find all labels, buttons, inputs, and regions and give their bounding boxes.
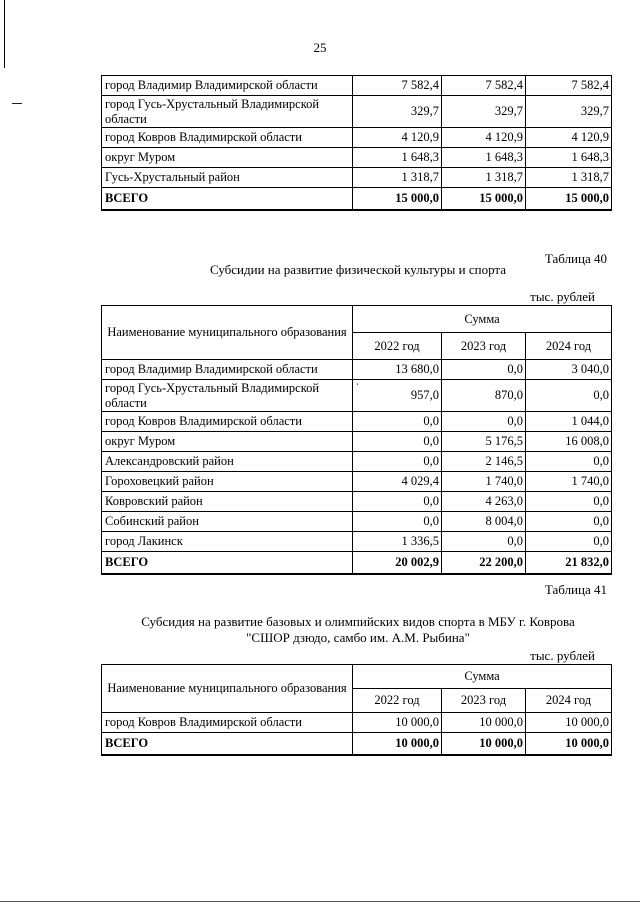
value-2024: 1 044,0: [526, 412, 612, 432]
table-row: [102, 512, 612, 532]
table40-header-sum: Сумма: [353, 306, 612, 333]
value-2024: 0,0: [526, 452, 612, 472]
value-2023: 1 318,7: [442, 168, 526, 188]
row-name: город Ковров Владимирской области: [102, 128, 353, 148]
value-2023: 7 582,4: [442, 76, 526, 96]
value-2022: 20 002,9: [353, 552, 442, 574]
value-2024: 10 000,0: [526, 733, 612, 755]
value-2022: 10 000,0: [353, 733, 442, 755]
value-2022: 1 318,7: [353, 168, 442, 188]
value-2022: 957,0: [353, 380, 442, 412]
value-2022: 13 680,0: [353, 360, 442, 380]
row-name: ВСЕГО: [102, 188, 353, 210]
row-name: город Гусь-Хрустальный Владимирской области: [102, 380, 353, 412]
value-2022: 0,0: [353, 452, 442, 472]
value-2024: 1 318,7: [526, 168, 612, 188]
row-name: Гороховецкий район: [102, 472, 353, 492]
value-2024: 4 120,9: [526, 128, 612, 148]
table40-title: Субсидии на развитие физической культуры и спорта: [209, 262, 507, 277]
value-2024: 16 008,0: [526, 432, 612, 452]
row-name: город Ковров Владимирской области: [102, 412, 353, 432]
table-row: [102, 532, 612, 552]
value-2024: 15 000,0: [526, 188, 612, 210]
table-row: [102, 76, 612, 96]
table41-title-line2: "СШОР дзюдо, самбо им. А.М. Рыбина": [246, 630, 470, 645]
table-row: [102, 148, 612, 168]
value-2022: 1 648,3: [353, 148, 442, 168]
value-2022: 0,0: [353, 512, 442, 532]
value-2023: 0,0: [442, 360, 526, 380]
row-name: Собинский район: [102, 512, 353, 532]
value-2023: 870,0: [442, 380, 526, 412]
value-2022: 1 336,5: [353, 532, 442, 552]
table40-units: тыс. рублей: [530, 289, 595, 304]
row-name: город Гусь-Хрустальный Владимирской области: [102, 96, 353, 128]
table40-year-2024: 2024 год: [526, 333, 612, 360]
stray-mark: ‘: [356, 381, 359, 391]
value-2024: 0,0: [526, 492, 612, 512]
value-2022: 4 029,4: [353, 472, 442, 492]
value-2023: 329,7: [442, 96, 526, 128]
value-2022: 7 582,4: [353, 76, 442, 96]
value-2022: 4 120,9: [353, 128, 442, 148]
total-row: [102, 188, 612, 210]
margin-dash: [12, 103, 22, 104]
value-2024: 0,0: [526, 512, 612, 532]
table40-label: Таблица 40: [544, 251, 607, 266]
value-2022: 15 000,0: [353, 188, 442, 210]
value-2024: 21 832,0: [526, 552, 612, 574]
row-name: Гусь-Хрустальный район: [102, 168, 353, 188]
table40-year-2022: 2022 год: [353, 333, 442, 360]
scan-edge-left: [4, 0, 5, 68]
table-row: [102, 96, 612, 128]
row-name: округ Муром: [102, 148, 353, 168]
total-row: [102, 552, 612, 574]
table-row: [102, 472, 612, 492]
value-2023: 0,0: [442, 412, 526, 432]
table40-year-2023: 2023 год: [442, 333, 526, 360]
table-row: [102, 492, 612, 512]
table-row: [102, 452, 612, 472]
value-2023: 10 000,0: [442, 713, 526, 733]
table41-year-2023: 2023 год: [442, 689, 526, 713]
value-2023: 2 146,5: [442, 452, 526, 472]
value-2022: 10 000,0: [353, 713, 442, 733]
row-name: город Владимир Владимирской области: [102, 76, 353, 96]
value-2023: 15 000,0: [442, 188, 526, 210]
table-row: [102, 128, 612, 148]
value-2022: 329,7: [353, 96, 442, 128]
table41-units: тыс. рублей: [530, 648, 595, 663]
value-2024: 329,7: [526, 96, 612, 128]
row-name: город Ковров Владимирской области: [102, 713, 353, 733]
table-row: [102, 168, 612, 188]
table41-year-2022: 2022 год: [353, 689, 442, 713]
table41-header-name: Наименование муниципального образования: [102, 665, 353, 713]
table41: [101, 664, 612, 756]
value-2024: 3 040,0: [526, 360, 612, 380]
value-2023: 1 740,0: [442, 472, 526, 492]
table41-year-2024: 2024 год: [526, 689, 612, 713]
value-2023: 4 263,0: [442, 492, 526, 512]
value-2022: 0,0: [353, 412, 442, 432]
value-2023: 8 004,0: [442, 512, 526, 532]
value-2023: 10 000,0: [442, 733, 526, 755]
row-name: округ Муром: [102, 432, 353, 452]
value-2023: 4 120,9: [442, 128, 526, 148]
value-2024: 10 000,0: [526, 713, 612, 733]
value-2023: 22 200,0: [442, 552, 526, 574]
row-name: Александровский район: [102, 452, 353, 472]
value-2024: 1 740,0: [526, 472, 612, 492]
total-row: [102, 733, 612, 755]
value-2024: 1 648,3: [526, 148, 612, 168]
scan-edge-bottom: [0, 901, 640, 902]
row-name: Ковровский район: [102, 492, 353, 512]
table-row: [102, 360, 612, 380]
value-2023: 5 176,5: [442, 432, 526, 452]
row-name: город Владимир Владимирской области: [102, 360, 353, 380]
table40-header-name: Наименование муниципального образования: [102, 306, 353, 360]
value-2024: 0,0: [526, 380, 612, 412]
value-2024: 0,0: [526, 532, 612, 552]
table41-label: Таблица 41: [544, 582, 607, 597]
table-top: [101, 75, 612, 211]
value-2022: 0,0: [353, 492, 442, 512]
table-row: [102, 713, 612, 733]
table-row: [102, 432, 612, 452]
value-2023: 0,0: [442, 532, 526, 552]
row-name: город Лакинск: [102, 532, 353, 552]
row-name: ВСЕГО: [102, 733, 353, 755]
table41-title-line1: Субсидия на развитие базовых и олимпийских видов спорта в МБУ г. Коврова: [141, 614, 575, 629]
page-number: 25: [313, 40, 327, 55]
value-2023: 1 648,3: [442, 148, 526, 168]
value-2024: 7 582,4: [526, 76, 612, 96]
row-name: ВСЕГО: [102, 552, 353, 574]
table-row: [102, 412, 612, 432]
value-2022: 0,0: [353, 432, 442, 452]
table41-header-sum: Сумма: [353, 665, 612, 689]
table40: [101, 305, 612, 575]
